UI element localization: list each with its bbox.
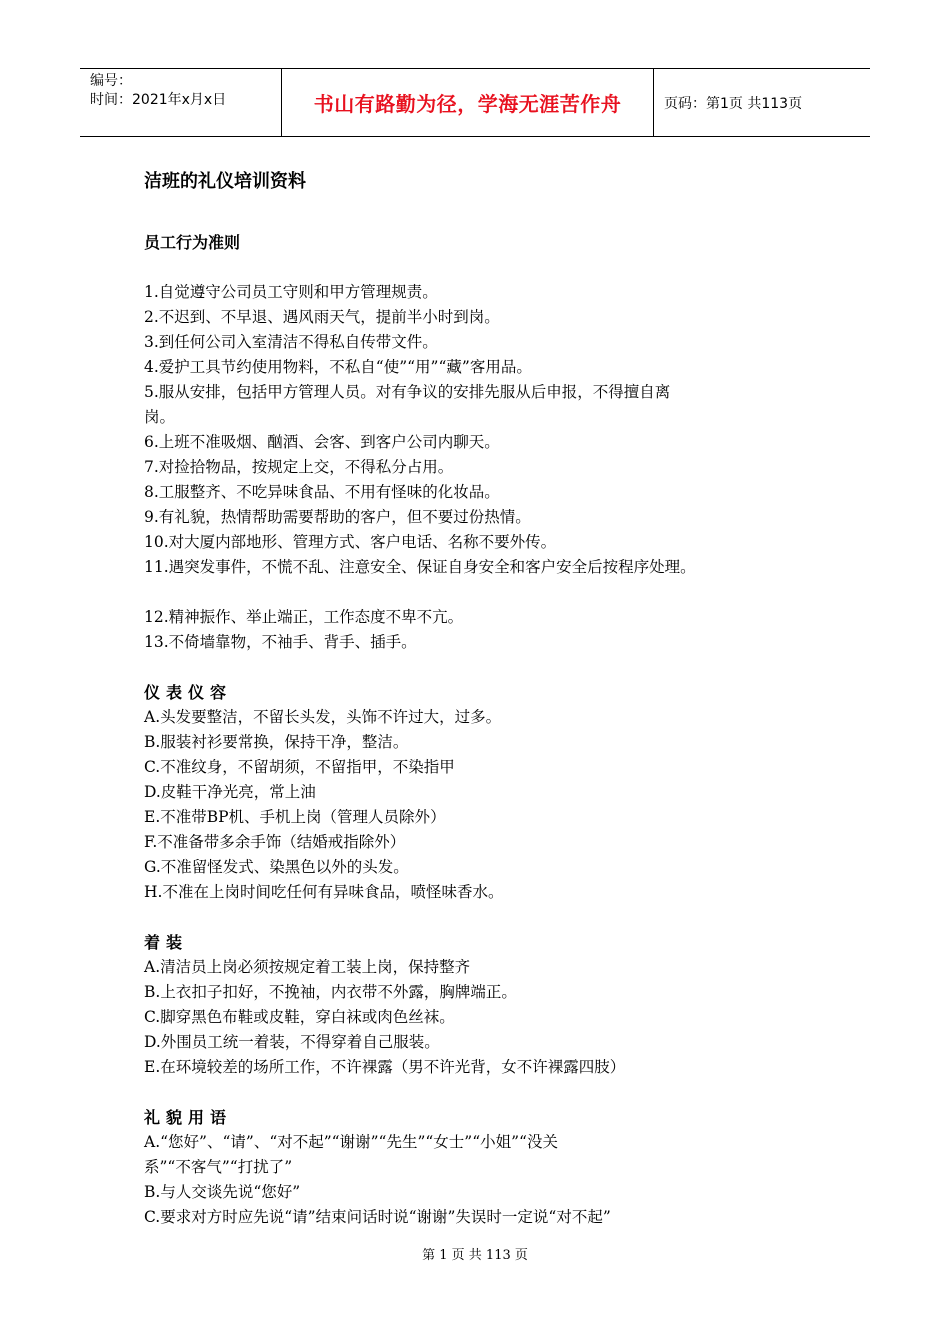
text-line: 8.工服整齐、不吃异味食品、不用有怪味的化妆品。	[144, 483, 500, 501]
text-line: 5.服从安排，包括甲方管理人员。对有争议的安排先服从后申报，不得擅自离	[144, 383, 671, 401]
text-line: 6.上班不准吸烟、酗酒、会客、到客户公司内聊天。	[144, 433, 500, 451]
rules-list-part1	[144, 280, 824, 580]
text-line: F.不准备带多余手饰（结婚戒指除外）	[144, 833, 406, 851]
text-line: B.上衣扣子扣好，不挽袖，内衣带不外露，胸牌端正。	[144, 983, 517, 1001]
text-line: 7.对捡拾物品，按规定上交，不得私分占用。	[144, 458, 454, 476]
text-line: G.不准留怪发式、染黑色以外的头发。	[144, 858, 409, 876]
spacer	[144, 1080, 824, 1105]
text-line: D.外围员工统一着装，不得穿着自己服装。	[144, 1033, 440, 1051]
text-line: B.与人交谈先说“您好”	[144, 1183, 301, 1201]
text-line: 2.不迟到、不早退、遇风雨天气，提前半小时到岗。	[144, 308, 500, 326]
speech-list	[144, 1130, 824, 1230]
text-line: A.“您好”、“请”、“对不起”“谢谢”“先生”“女士”“小姐”“没关	[144, 1133, 558, 1151]
header-page-info: 页码：第1页 共113页	[664, 95, 803, 112]
header-motto: 书山有路勤为径，学海无涯苦作舟	[282, 69, 654, 136]
text-line: D.皮鞋干净光亮，常上油	[144, 783, 316, 801]
text-line: 10.对大厦内部地形、管理方式、客户电话、名称不要外传。	[144, 533, 557, 551]
spacer	[144, 255, 824, 280]
text-line: C.要求对方时应先说“请”结束问话时说“谢谢”失误时一定说“对不起”	[144, 1208, 611, 1226]
spacer	[144, 655, 824, 680]
dress-list	[144, 955, 824, 1080]
appearance-list	[144, 705, 824, 905]
text-line: 11.遇突发事件，不慌不乱、注意安全、保证自身安全和客户安全后按程序处理。	[144, 558, 696, 576]
text-line: 9.有礼貌，热情帮助需要帮助的客户，但不要过份热情。	[144, 508, 531, 526]
document-title: 洁班的礼仪培训资料	[144, 171, 306, 192]
header-number-label: 编号：	[90, 73, 132, 89]
text-line: 3.到任何公司入室清洁不得私自传带文件。	[144, 333, 438, 351]
section-heading-speech: 礼貌用语	[144, 1108, 233, 1127]
text-line: 4.爱护工具节约使用物料，不私自“使”“用”“藏”客用品。	[144, 358, 532, 376]
text-line: A.清洁员上岗必须按规定着工装上岗，保持整齐	[144, 958, 471, 976]
text-line: B.服装衬衫要常换，保持干净，整洁。	[144, 733, 409, 751]
header-date-label: 时间：2021年x月x日	[90, 92, 227, 108]
text-line: 13.不倚墙靠物，不袖手、背手、插手。	[144, 633, 417, 651]
text-line: 1.自觉遵守公司员工守则和甲方管理规责。	[144, 283, 438, 301]
text-line: C.脚穿黑色布鞋或皮鞋，穿白袜或肉色丝袜。	[144, 1008, 455, 1026]
header-meta	[80, 69, 282, 136]
rules-list-part2	[144, 605, 824, 655]
text-line: 12.精神振作、举止端正，工作态度不卑不亢。	[144, 608, 464, 626]
section-heading-appearance: 仪表仪容	[144, 683, 233, 702]
section-heading-rules: 员工行为准则	[144, 233, 241, 252]
text-line: 岗。	[144, 408, 176, 426]
text-line: C.不准纹身，不留胡须，不留指甲，不染指甲	[144, 758, 455, 776]
text-line: A.头发要整洁，不留长头发，头饰不许过大，过多。	[144, 708, 502, 726]
document-body	[144, 170, 824, 1230]
spacer	[144, 905, 824, 930]
page-header	[80, 68, 870, 137]
page-footer: 第 1 页 共 113 页	[422, 1248, 528, 1263]
text-line: H.不准在上岗时间吃任何有异味食品，喷怪味香水。	[144, 883, 504, 901]
text-line: E.不准带BP机、手机上岗（管理人员除外）	[144, 808, 446, 826]
spacer	[144, 580, 824, 605]
section-heading-dress: 着装	[144, 933, 189, 952]
text-line: E.在环境较差的场所工作，不许裸露（男不许光背，女不许裸露四肢）	[144, 1058, 626, 1076]
text-line: 系”“不客气”“打扰了”	[144, 1158, 293, 1176]
